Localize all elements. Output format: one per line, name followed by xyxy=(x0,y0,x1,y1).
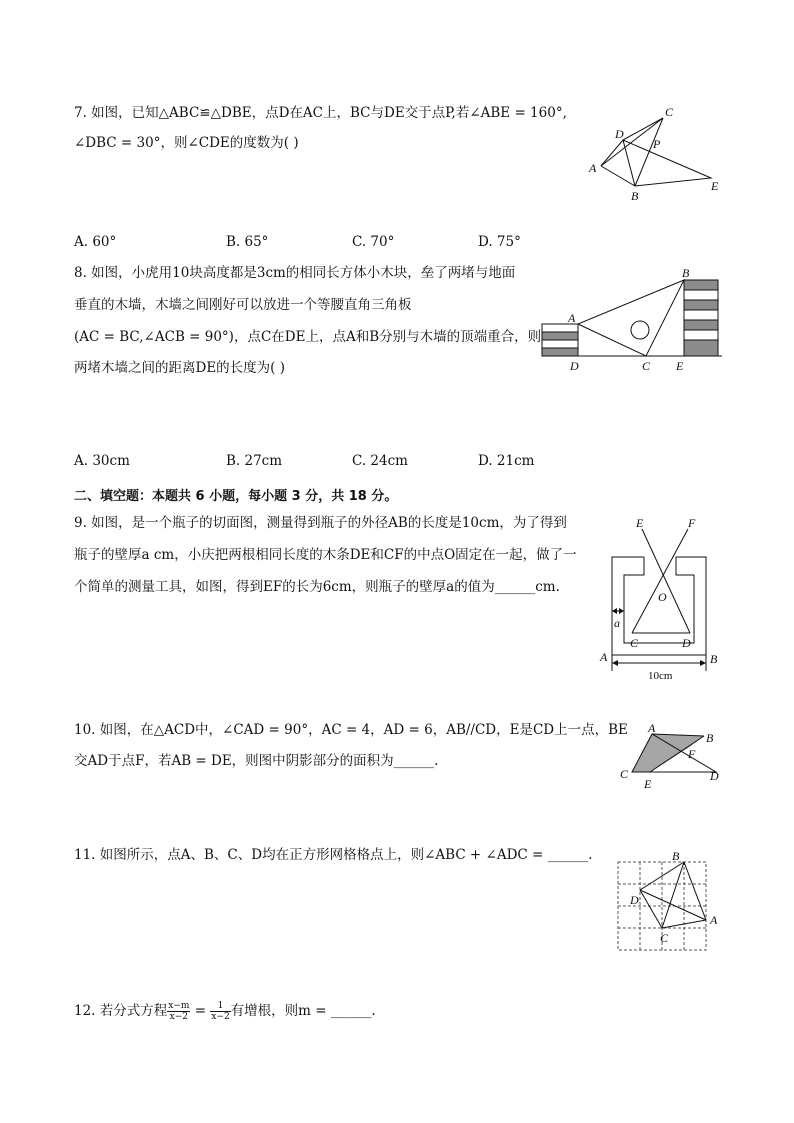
q12-frac1-denominator: x−2 xyxy=(169,1012,189,1022)
q8-label-b: B xyxy=(682,266,690,280)
section-heading: 二、填空题：本题共 6 小题，每小题 3 分，共 18 分。 xyxy=(74,489,398,504)
q7-label-a: A xyxy=(589,161,597,175)
q10-label-d: D xyxy=(710,769,719,783)
q7-figure xyxy=(585,102,725,202)
q12-text xyxy=(74,1001,376,1022)
q10-text-line1: 10. 如图，在△ACD中，∠CAD = 90°，AC = 4，AD = 6，AB//CD，E是CD上一点，BE xyxy=(74,722,628,738)
q12-fraction-2 xyxy=(210,1001,230,1022)
q8-text-line4: 两堵木墙之间的距离DE的长度为( ) xyxy=(74,360,286,376)
q7-option-d: D. 75° xyxy=(478,234,521,250)
q8-label-a: A xyxy=(568,311,576,325)
q9-text-line2: 瓶子的壁厚a cm，小庆把两根相同长度的木条DE和CF的中点O固定在一起，做了一 xyxy=(74,547,577,563)
q12-frac2-numerator: 1 xyxy=(210,1001,230,1012)
q7-option-a: A. 60° xyxy=(74,234,117,250)
q8-text-line3: (AC = BC,∠ACB = 90°)，点C在DE上，点A和B分别与木墙的顶端重合，则 xyxy=(74,329,542,345)
q9-label-o: O xyxy=(658,590,667,604)
q11-label-d: D xyxy=(630,893,639,907)
q7-label-p: P xyxy=(653,137,661,151)
q12-suffix: 有增根，则m = ______. xyxy=(230,1003,376,1019)
q10-label-a: A xyxy=(648,721,656,735)
q9-label-d: D xyxy=(682,636,691,650)
q9-label-b: B xyxy=(710,652,718,666)
q12-prefix: 12. 若分式方程 xyxy=(74,1003,168,1019)
q9-text-line3: 个简单的测量工具，如图，得到EF的长为6cm，则瓶子的壁厚a的值为______cm. xyxy=(74,579,560,595)
q7-option-b: B. 65° xyxy=(226,234,269,250)
q12-equals: = xyxy=(190,1003,211,1019)
q7-text-line1: 7. 如图，已知△ABC≌△DBE，点D在AC上，BC与DE交于点P,若∠ABE = 160°, xyxy=(74,105,567,121)
q10-figure xyxy=(612,718,728,790)
q11-text-line1: 11. 如图所示，点A、B、C、D均在正方形网格格点上，则∠ABC + ∠ADC = ______. xyxy=(74,847,593,863)
q9-figure xyxy=(596,515,726,685)
q10-label-c: C xyxy=(620,767,629,781)
q7-label-e: E xyxy=(711,179,719,193)
q11-figure xyxy=(608,848,726,956)
q8-label-d: D xyxy=(570,359,579,373)
q12-frac2-denominator: x−2 xyxy=(211,1012,230,1022)
q7-label-c: C xyxy=(665,105,674,119)
q12-frac1-numerator: x−m xyxy=(168,1001,190,1011)
q8-option-b: B. 27cm xyxy=(226,453,283,469)
q7-text-line2: ∠DBC = 30°，则∠CDE的度数为( ) xyxy=(74,135,299,151)
q8-option-d: D. 21cm xyxy=(478,453,535,469)
q7-label-b: B xyxy=(631,189,639,203)
q9-dimension-label: 10cm xyxy=(648,670,673,682)
q9-label-a: A xyxy=(600,650,608,664)
q10-label-e: E xyxy=(644,777,652,791)
q8-text-line2: 垂直的木墙，木墙之间刚好可以放进一个等腰直角三角板 xyxy=(74,297,412,313)
q11-label-c: C xyxy=(660,931,669,945)
q7-label-d: D xyxy=(615,127,624,141)
q11-label-a: A xyxy=(710,913,718,927)
q9-label-a-thickness: a xyxy=(614,616,620,630)
q7-option-c: C. 70° xyxy=(352,234,395,250)
q10-text-line2: 交AD于点F，若AB = DE，则图中阴影部分的面积为______. xyxy=(74,753,439,769)
q9-label-e: E xyxy=(636,516,644,530)
q12-fraction-1 xyxy=(167,1001,190,1022)
q8-option-c: C. 24cm xyxy=(352,453,408,469)
q9-label-f: F xyxy=(688,516,696,530)
q10-label-f: F xyxy=(688,747,696,761)
q8-text-line1: 8. 如图，小虎用10块高度都是3cm的相同长方体小木块，垒了两堵与地面 xyxy=(74,265,516,281)
q8-label-c: C xyxy=(642,359,651,373)
q8-figure xyxy=(538,264,728,376)
q8-label-e: E xyxy=(676,359,684,373)
q8-option-a: A. 30cm xyxy=(74,453,130,469)
q9-label-c: C xyxy=(630,636,639,650)
q11-label-b: B xyxy=(672,849,680,863)
q10-label-b: B xyxy=(706,731,714,745)
q9-text-line1: 9. 如图，是一个瓶子的切面图，测量得到瓶子的外径AB的长度是10cm，为了得到 xyxy=(74,515,567,531)
